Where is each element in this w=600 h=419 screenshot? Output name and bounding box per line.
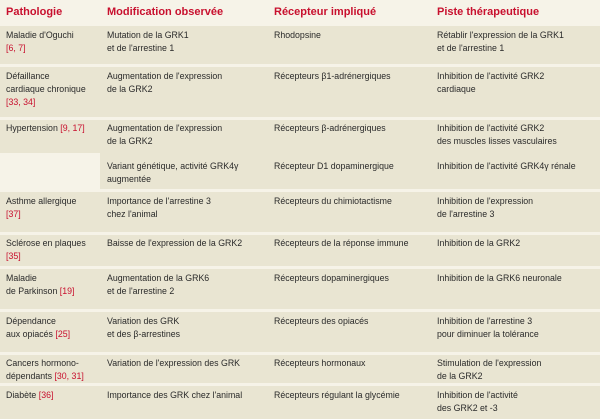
reference-link[interactable]: [19] xyxy=(59,286,75,296)
modif-line: Augmentation de la GRK6 xyxy=(107,273,210,283)
recep-line: Récepteurs dopaminergiques xyxy=(274,273,389,283)
reference-link[interactable]: [36] xyxy=(38,390,54,400)
cell-patho xyxy=(6,122,92,135)
header-pathologie: Pathologie xyxy=(6,6,63,18)
recep-line: Récepteurs de la réponse immune xyxy=(274,238,409,248)
cell-piste xyxy=(437,357,597,383)
modif-line: et de l'arrestine 2 xyxy=(107,286,175,296)
pathology-line xyxy=(6,70,92,83)
recep-line: Récepteurs β-adrénergiques xyxy=(274,123,386,133)
modif-line: augmentée xyxy=(107,174,152,184)
table-row xyxy=(0,120,600,156)
pathology-line xyxy=(6,250,92,263)
pathology-line xyxy=(6,370,92,383)
reference-link[interactable]: [25] xyxy=(55,329,71,339)
cell-recep xyxy=(274,70,424,83)
cell-recep xyxy=(274,272,424,285)
table-row xyxy=(0,312,600,352)
modif-line: Augmentation de l'expression xyxy=(107,123,223,133)
pathology-line xyxy=(6,285,92,298)
cell-recep xyxy=(274,160,424,173)
modif-line: Variation des GRK xyxy=(107,316,180,326)
reference-link[interactable]: [37] xyxy=(6,209,21,219)
reference-link[interactable]: [33, 34] xyxy=(6,97,36,107)
cell-recep xyxy=(274,237,424,250)
pathology-text: Diabète xyxy=(6,390,39,400)
pathology-text: Dépendance xyxy=(6,316,56,326)
pathology-line xyxy=(6,42,92,55)
modif-line: et des β-arrestines xyxy=(107,329,181,339)
cell-piste xyxy=(437,195,597,221)
piste-line: Inhibition de l'expression xyxy=(437,196,534,206)
modif-line: chez l'animal xyxy=(107,209,158,219)
piste-line: pour diminuer la tolérance xyxy=(437,329,539,339)
pathology-text: Maladie xyxy=(6,273,37,283)
recep-line: Récepteur D1 dopaminergique xyxy=(274,161,394,171)
cell-modif xyxy=(107,29,257,55)
modif-line: Importance de l'arrestine 3 xyxy=(107,196,211,206)
modif-line: Variant génétique, activité GRK4γ xyxy=(107,161,239,171)
pathology-line xyxy=(6,122,92,135)
piste-line: Inhibition de l'activité GRK4γ rénale xyxy=(437,161,576,171)
table-row xyxy=(0,235,600,266)
table-row xyxy=(0,192,600,232)
cell-modif xyxy=(107,389,257,402)
pathology-text: Asthme allergique xyxy=(6,196,77,206)
piste-line: de la GRK2 xyxy=(437,371,483,381)
modif-line: Mutation de la GRK1 xyxy=(107,30,189,40)
piste-line: Inhibition de l'activité GRK2 xyxy=(437,71,545,81)
recep-line: Rhodopsine xyxy=(274,30,321,40)
cell-patho xyxy=(6,315,92,341)
cell-recep xyxy=(274,357,424,370)
header-recepteur: Récepteur impliqué xyxy=(274,6,377,18)
cell-modif xyxy=(107,160,257,186)
reference-link[interactable]: [30, 31] xyxy=(54,371,84,381)
recep-line: Récepteurs des opiacés xyxy=(274,316,369,326)
pathology-line xyxy=(6,357,92,370)
piste-line: et de l'arrestine 1 xyxy=(437,43,505,53)
cell-patho xyxy=(6,195,92,221)
pathology-text: cardiaque chronique xyxy=(6,84,86,94)
recep-line: Récepteurs régulant la glycémie xyxy=(274,390,400,400)
cell-piste xyxy=(437,237,597,250)
pathology-line xyxy=(6,195,92,208)
piste-line: Inhibition de la GRK2 xyxy=(437,238,521,248)
pathology-line xyxy=(6,389,92,402)
pathology-text: Maladie d'Oguchi xyxy=(6,30,74,40)
reference-link[interactable]: [6, 7] xyxy=(6,43,26,53)
piste-line: Rétablir l'expression de la GRK1 xyxy=(437,30,564,40)
cell-piste xyxy=(437,70,597,96)
reference-link[interactable]: [35] xyxy=(6,251,21,261)
cell-piste xyxy=(437,389,597,415)
cell-piste xyxy=(437,160,597,173)
cell-patho xyxy=(6,237,92,263)
table-row xyxy=(0,269,600,309)
pathology-line xyxy=(6,315,92,328)
piste-line: Inhibition de l'activité xyxy=(437,390,518,400)
modif-line: Baisse de l'expression de la GRK2 xyxy=(107,238,243,248)
modif-line: de la GRK2 xyxy=(107,136,153,146)
piste-line: des muscles lisses vasculaires xyxy=(437,136,557,146)
table-row xyxy=(0,355,600,383)
modif-line: Importance des GRK chez l'animal xyxy=(107,390,243,400)
cell-patho xyxy=(6,272,92,298)
cell-modif xyxy=(107,70,257,96)
pathology-line xyxy=(6,272,92,285)
modif-line: et de l'arrestine 1 xyxy=(107,43,175,53)
pathology-text: Cancers hormono- xyxy=(6,358,79,368)
pathology-line xyxy=(6,328,92,341)
table-row xyxy=(0,67,600,117)
pathology-line xyxy=(6,237,92,250)
cell-recep xyxy=(274,195,424,208)
table-row xyxy=(0,26,600,64)
pathology-line xyxy=(6,83,92,96)
table-row xyxy=(0,156,600,189)
piste-line: Stimulation de l'expression xyxy=(437,358,542,368)
cell-modif xyxy=(107,122,257,148)
reference-link[interactable]: [9, 17] xyxy=(60,123,85,133)
piste-line: des GRK2 et -3 xyxy=(437,403,498,413)
pathology-text: de Parkinson xyxy=(6,286,60,296)
piste-line: Inhibition de l'activité GRK2 xyxy=(437,123,545,133)
cell-patho xyxy=(6,357,92,383)
piste-line: Inhibition de l'arrestine 3 xyxy=(437,316,533,326)
pathology-line xyxy=(6,29,92,42)
recep-line: Récepteurs du chimiotactisme xyxy=(274,196,392,206)
cell-piste xyxy=(437,29,597,55)
pathology-text: aux opiacés xyxy=(6,329,56,339)
pathology-text: Sclérose en plaques xyxy=(6,238,86,248)
cell-piste xyxy=(437,315,597,341)
cell-recep xyxy=(274,315,424,328)
pathology-line xyxy=(6,208,92,221)
cell-patho xyxy=(6,29,92,55)
cell-modif xyxy=(107,357,257,370)
cell-modif xyxy=(107,237,257,250)
piste-line: de l'arrestine 3 xyxy=(437,209,495,219)
cell-modif xyxy=(107,272,257,298)
header-row xyxy=(0,0,600,26)
modif-line: Augmentation de l'expression xyxy=(107,71,223,81)
recep-line: Récepteurs β1-adrénergiques xyxy=(274,71,391,81)
cell-piste xyxy=(437,272,597,285)
cell-piste xyxy=(437,122,597,148)
pathology-line xyxy=(6,96,92,109)
cell-recep xyxy=(274,122,424,135)
cell-patho xyxy=(0,153,100,189)
cell-modif xyxy=(107,195,257,221)
cell-recep xyxy=(274,389,424,402)
pathology-text: Hypertension xyxy=(6,123,61,133)
piste-line: Inhibition de la GRK6 neuronale xyxy=(437,273,562,283)
header-piste: Piste thérapeutique xyxy=(437,6,540,18)
cell-patho xyxy=(6,389,92,402)
piste-line: cardiaque xyxy=(437,84,476,94)
modif-line: Variation de l'expression des GRK xyxy=(107,358,241,368)
pathology-text: dépendants xyxy=(6,371,55,381)
recep-line: Récepteurs hormonaux xyxy=(274,358,366,368)
cell-patho xyxy=(6,70,92,109)
modif-line: de la GRK2 xyxy=(107,84,153,94)
table-row xyxy=(0,386,600,419)
cell-recep xyxy=(274,29,424,42)
cell-modif xyxy=(107,315,257,341)
header-modification: Modification observée xyxy=(107,6,224,18)
pathology-text: Défaillance xyxy=(6,71,50,81)
